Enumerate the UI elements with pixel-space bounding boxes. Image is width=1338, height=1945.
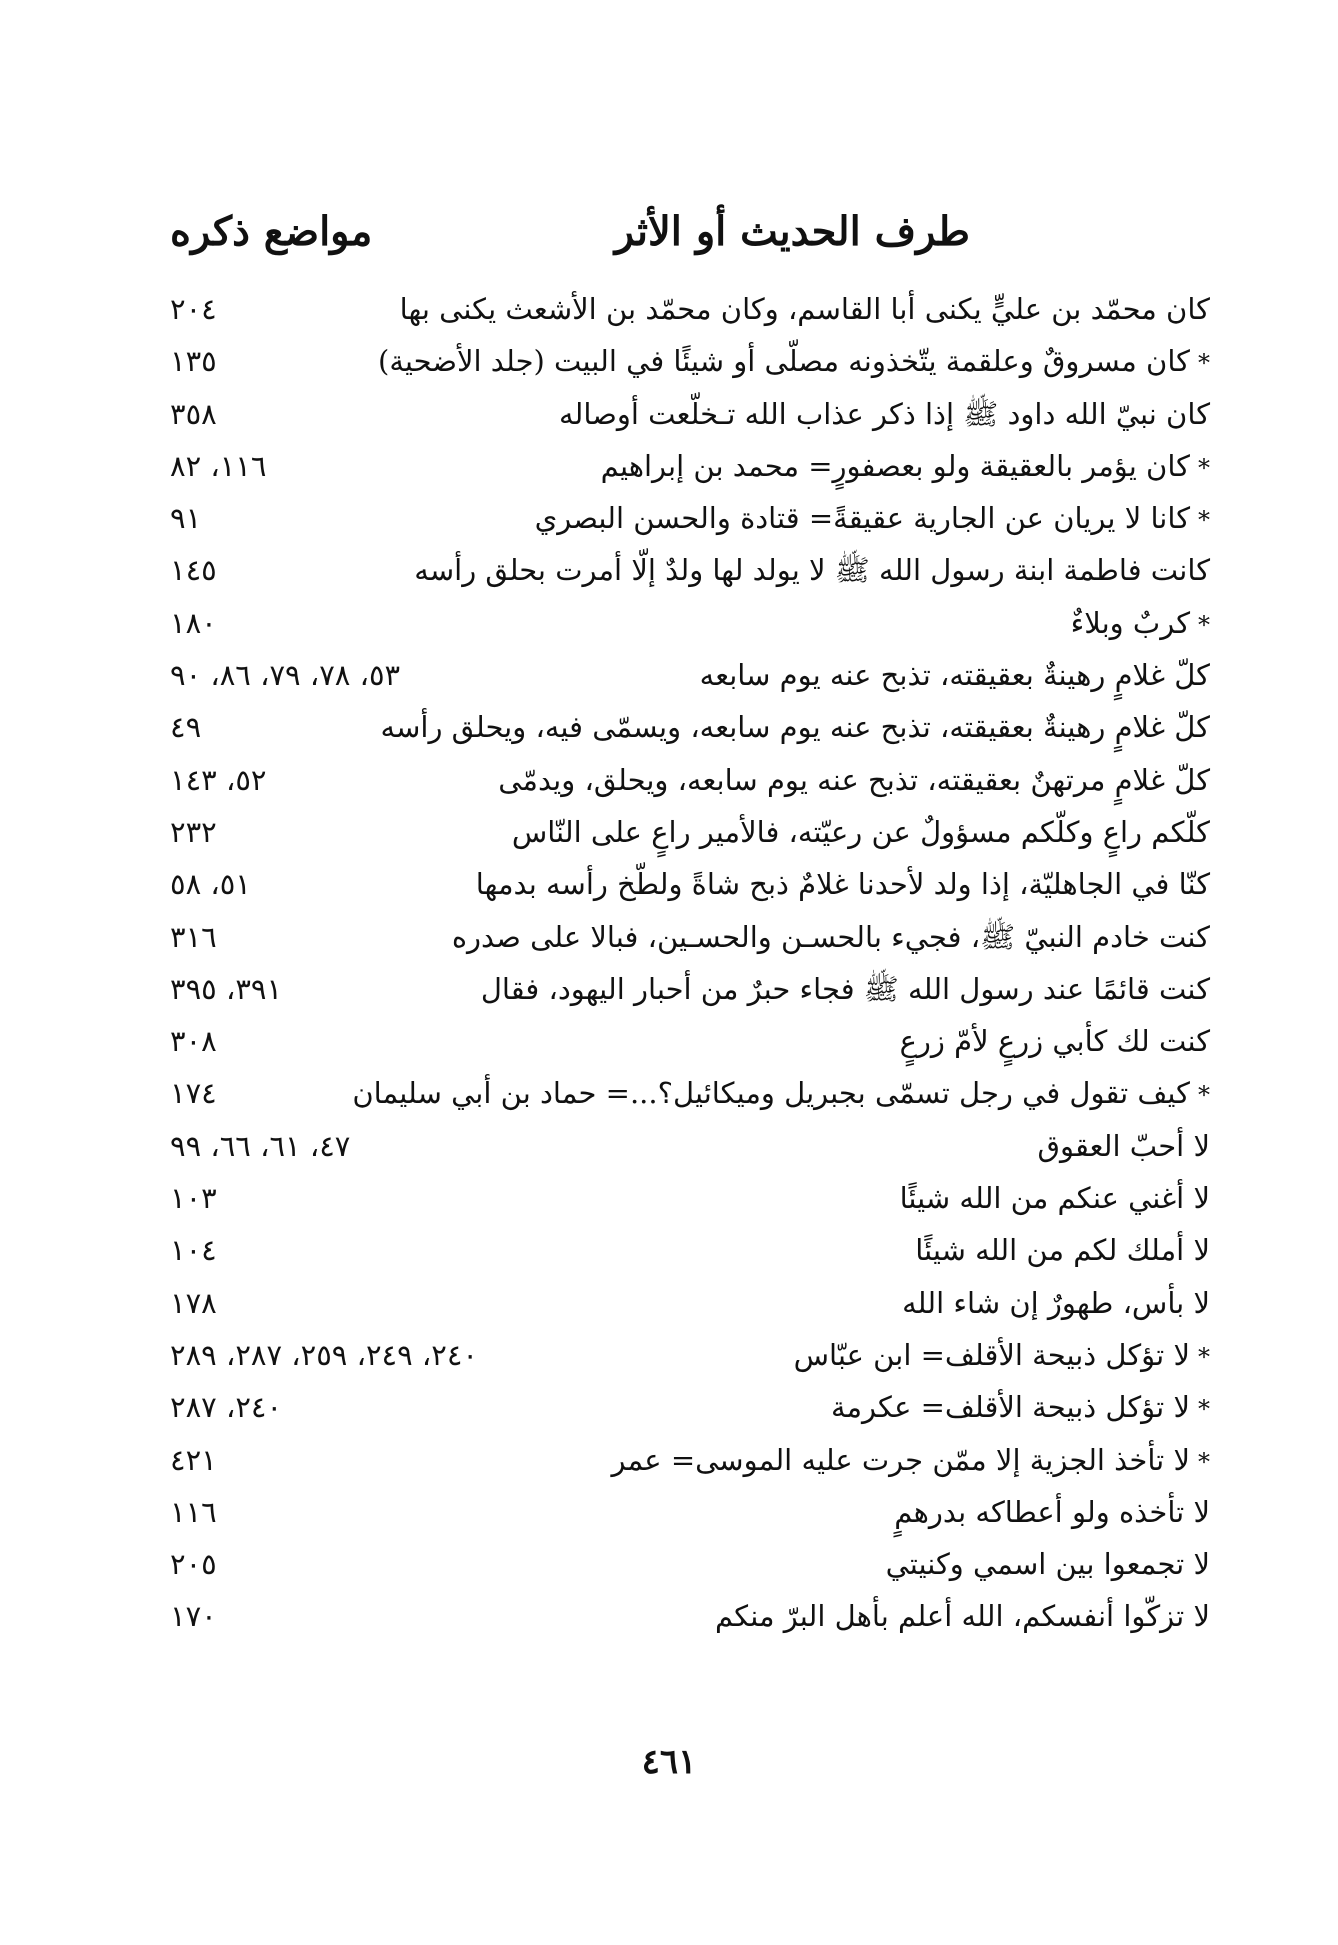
athar-marker: * [1198, 1342, 1210, 1371]
index-row [160, 1067, 1210, 1119]
hadith-text [512, 812, 1210, 852]
index-row [160, 858, 1210, 910]
index-row [160, 1486, 1210, 1538]
index-row [160, 335, 1210, 387]
hadith-text [915, 1230, 1210, 1270]
hadith-text-content: كنت لك كأبي زرعٍ لأمّ زرعٍ [899, 1024, 1210, 1059]
hadith-text [1038, 1126, 1210, 1166]
index-row [160, 701, 1210, 753]
hadith-text-content: كلّ غلامٍ رهينةٌ بعقيقته، تذبح عنه يوم سابعه، ويسمّى فيه، ويحلق رأسه [380, 710, 1210, 745]
index-row [160, 1172, 1210, 1224]
hadith-text-content: لا أغني عنكم من الله شيئًا [899, 1181, 1210, 1216]
athar-marker: * [1198, 453, 1210, 482]
reference-numbers: ١٠٣ [170, 1181, 217, 1216]
hadith-text-content: كان محمّد بن عليٍّ يكنى أبا القاسم، وكان محمّد بن الأشعث يكنى بها [399, 292, 1210, 326]
reference-numbers: ٢٠٥ [170, 1547, 217, 1582]
hadith-text [894, 1492, 1210, 1532]
hadith-column-heading: طرف الحديث أو الأثر [614, 208, 970, 255]
athar-marker: * [1198, 349, 1210, 378]
reference-numbers: ١١٦، ٨٢ [170, 448, 267, 483]
hadith-text [535, 498, 1210, 540]
reference-numbers: ٥١، ٥٨ [170, 867, 251, 902]
hadith-text-content: كربٌ وبلاءٌ [1070, 605, 1190, 640]
reference-numbers: ٤٧، ٦١، ٦٦، ٩٩ [170, 1128, 351, 1163]
athar-marker: * [1198, 1395, 1210, 1424]
hadith-text-content: لا تؤكل ذبيحة الأقلف= عكرمة [830, 1390, 1190, 1425]
hadith-text [601, 446, 1210, 488]
hadith-text [352, 1073, 1210, 1115]
index-row [160, 440, 1210, 492]
hadith-text-content: كانا لا يريان عن الجارية عقيقةً= قتادة والحسن البصري [534, 501, 1190, 536]
hadith-text-content: لا أحبّ العقوق [1037, 1128, 1210, 1163]
hadith-text-content: لا تأخذ الجزية إلا ممّن جرت عليه الموسى= عمر [611, 1442, 1190, 1477]
index-row [160, 1224, 1210, 1276]
index-row [160, 1329, 1210, 1381]
hadith-text [414, 550, 1210, 590]
reference-numbers: ١٤٥ [170, 553, 217, 588]
hadith-text [1071, 603, 1210, 645]
index-row [160, 283, 1210, 335]
index-row [160, 492, 1210, 544]
index-row [160, 388, 1210, 440]
index-row [160, 754, 1210, 806]
reference-numbers: ٣٥٨ [170, 396, 217, 431]
index-row [160, 911, 1210, 963]
index-row [160, 649, 1210, 701]
hadith-text-content: كانت فاطمة ابنة رسول الله ﷺ لا يولد لها ولدٌ إلّا أمرت بحلق رأسه [414, 553, 1210, 588]
reference-numbers: ٥٣، ٧٨، ٧٩، ٨٦، ٩٠ [170, 658, 401, 693]
index-row [160, 1590, 1210, 1642]
hadith-text [476, 864, 1210, 904]
index-row [160, 1434, 1210, 1486]
hadith-text [378, 341, 1210, 383]
athar-marker: * [1198, 1081, 1210, 1110]
index-row [160, 544, 1210, 596]
hadith-text-content: لا تزكّوا أنفسكم، الله أعلم بأهل البرّ منكم [714, 1599, 1210, 1634]
reference-numbers: ٢٤٠، ٢٤٩، ٢٥٩، ٢٨٧، ٢٨٩ [170, 1337, 478, 1372]
reference-numbers: ٢٠٤ [170, 292, 217, 326]
hadith-text-content: لا أملك لكم من الله شيئًا [915, 1233, 1210, 1268]
reference-numbers: ١٧٨ [170, 1285, 217, 1320]
hadith-text-content: كيف تقول في رجل تسمّى بجبريل وميكائيل؟...= حماد بن أبي سليمان [352, 1076, 1190, 1111]
index-row [160, 1015, 1210, 1067]
reference-numbers: ١٣٥ [170, 344, 217, 379]
index-list [160, 283, 1210, 1643]
hadith-text [400, 289, 1210, 329]
athar-marker: * [1198, 1447, 1210, 1476]
index-row [160, 1277, 1210, 1329]
hadith-text-content: كنت خادم النبيّ ﷺ، فجيء بالحسـن والحسـين، فبالا على صدره [451, 919, 1210, 954]
hadith-text [831, 1387, 1210, 1429]
index-row [160, 1120, 1210, 1172]
reference-numbers: ١٧٠ [170, 1599, 217, 1634]
reference-numbers: ٩١ [170, 501, 202, 536]
reference-numbers: ٤٩ [170, 710, 202, 745]
reference-numbers: ٢٤٠، ٢٨٧ [170, 1390, 283, 1425]
hadith-text-content: لا تأخذه ولو أعطاكه بدرهمٍ [894, 1494, 1210, 1529]
index-row [160, 963, 1210, 1015]
index-row [160, 1538, 1210, 1590]
hadith-text-content: لا تؤكل ذبيحة الأقلف= ابن عبّاس [793, 1337, 1190, 1372]
athar-marker: * [1198, 610, 1210, 639]
reference-numbers: ٣٩١، ٣٩٥ [170, 971, 283, 1006]
hadith-text [794, 1335, 1210, 1377]
hadith-text-content: لا بأس، طهورٌ إن شاء الله [902, 1285, 1210, 1320]
hadith-text-content: كنّا في الجاهليّة، إذا ولد لأحدنا غلامٌ ذبح شاةً ولطّخ رأسه بدمها [475, 867, 1210, 902]
reference-numbers: ١٧٤ [170, 1076, 217, 1111]
hadith-text-content: كلّكم راعٍ وكلّكم مسؤولٌ عن رعيّته، فالأمير راعٍ على النّاس [511, 814, 1210, 849]
hadith-text-content: كان نبيّ الله داود ﷺ إذا ذكر عذاب الله تـخلّعت أوصاله [558, 396, 1210, 431]
hadith-text [612, 1440, 1210, 1482]
hadith-text-content: كنت قائمًا عند رسول الله ﷺ فجاء حبرٌ من أحبار اليهود، فقال [480, 971, 1210, 1006]
reference-numbers: ٢٣٢ [170, 814, 217, 849]
athar-marker: * [1198, 506, 1210, 535]
reference-numbers: ٣٠٨ [170, 1024, 217, 1059]
reference-numbers: ١٨٠ [170, 605, 217, 640]
reference-numbers: ٥٢، ١٤٣ [170, 762, 267, 797]
hadith-text [886, 1544, 1210, 1584]
hadith-text-content: كلّ غلامٍ رهينةٌ بعقيقته، تذبح عنه يوم سابعه [699, 658, 1210, 693]
hadith-text [715, 1596, 1210, 1636]
reference-numbers: ١٠٤ [170, 1233, 217, 1268]
hadith-text [900, 1178, 1210, 1218]
index-row [160, 1381, 1210, 1433]
hadith-text-content: كلّ غلامٍ مرتهنٌ بعقيقته، تذبح عنه يوم سابعه، ويحلق، ويدمّى [498, 762, 1210, 797]
hadith-text-content: كان مسروقٌ وعلقمة يتّخذونه مصلّى أو شيئًا في البيت (جلد الأضحية) [378, 344, 1190, 379]
hadith-text-content: لا تجمعوا بين اسمي وكنيتي [885, 1547, 1210, 1582]
hadith-text [700, 655, 1210, 695]
hadith-text [381, 707, 1210, 747]
hadith-text [559, 394, 1210, 434]
hadith-text [498, 760, 1210, 800]
hadith-text [900, 1021, 1210, 1061]
reference-numbers: ٤٢١ [170, 1442, 217, 1477]
page-number: ٤٦١ [641, 1742, 697, 1782]
places-column-heading: مواضع ذكره [170, 208, 373, 255]
index-header [160, 208, 1210, 268]
reference-numbers: ٣١٦ [170, 919, 217, 954]
index-row [160, 806, 1210, 858]
reference-numbers: ١١٦ [170, 1494, 217, 1529]
index-row [160, 597, 1210, 649]
hadith-text [902, 1283, 1210, 1323]
hadith-text [452, 917, 1210, 957]
hadith-text-content: كان يؤمر بالعقيقة ولو بعصفورٍ= محمد بن إبراهيم [600, 448, 1190, 483]
hadith-text [481, 969, 1210, 1009]
